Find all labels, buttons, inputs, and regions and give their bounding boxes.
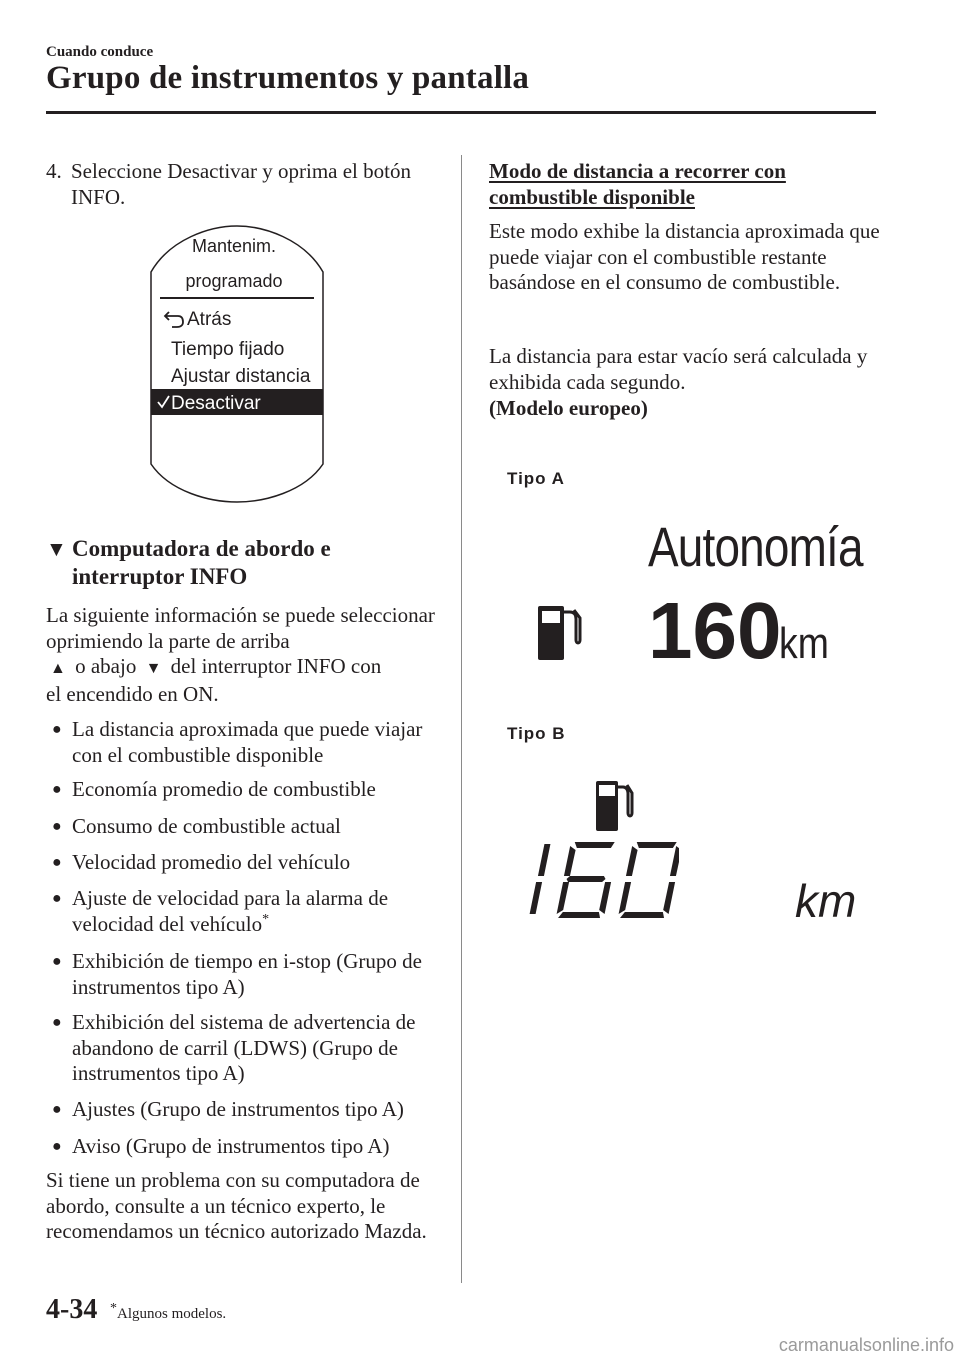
bullet-icon: ● [52,721,62,738]
type-b-unit: km [795,875,857,927]
bullet-icon: ● [52,1014,62,1031]
footnote-text: Algunos modelos. [117,1306,227,1322]
column-divider [461,155,462,1283]
intro-up-word: o abajo [75,654,137,678]
step-text: Seleccione Desactivar y oprima el botón INFO. [71,159,411,209]
type-b-segment-display [527,840,679,918]
right-paragraph-2: La distancia para estar vacío será calculada y exhibida cada segundo. [489,344,868,394]
back-arrow-icon [165,312,183,327]
footnote-asterisk: * [110,1301,117,1316]
screen-item-ajustar: Ajustar distancia [171,366,311,387]
list-item: ● Exhibición de tiempo en i-stop (Grupo de instrumentos tipo A) [52,949,422,999]
list-item: ● Ajustes (Grupo de instrumentos tipo A) [52,1097,404,1121]
page-number: 4-34 [46,1294,98,1325]
screen-title-line1: Mantenim. [191,236,277,256]
step-number: 4. [46,159,62,183]
list-item: ● La distancia aproximada que puede viajar con el combustible disponible [52,717,423,767]
footnote [110,1301,227,1323]
up-triangle-icon: ▲ [46,660,70,677]
bullet-icon: ● [52,890,62,907]
list-item: ● Economía promedio de combustible [52,777,376,801]
subheading [46,535,446,591]
screen-item-atras: Atrás [187,309,232,330]
bullet-icon: ● [52,781,62,798]
bullet-icon: ● [52,953,62,970]
watermark: carmanualsonline.info [778,1335,954,1355]
section-label: Cuando conduce [46,44,154,60]
bullet-icon: ● [52,1138,62,1155]
footnote-marker: * [262,911,270,927]
page-title: Grupo de instrumentos y pantalla [46,60,530,96]
bullet-icon: ● [52,818,62,835]
closing-paragraph: Si tiene un problema con su computadora de abordo, consulte a un técnico experto, le recomendamos un técnico autorizado Mazda. [46,1168,427,1243]
type-b-label: Tipo B [507,724,566,743]
list-item: ● Consumo de combustible actual [52,814,341,838]
triangle-down-icon: ▼ [46,537,67,561]
screen-item-tiempo: Tiempo fijado [171,339,285,360]
list-item: ● Aviso (Grupo de instrumentos tipo A) [52,1134,390,1158]
right-heading: Modo de distancia a recorrer con combustible disponible [489,159,786,209]
title-rule [46,111,876,114]
fuel-pump-icon [594,779,638,833]
intro-line1: La siguiente información se puede seleccionar oprimiendo la parte de arriba [46,603,435,653]
intro-line3: el encendido en ON. [46,681,219,706]
right-paragraph-1: Este modo exhibe la distancia aproximada que puede viajar con el combustible restante basándose en el consumo de combustible. [489,219,880,294]
list-item [52,886,444,937]
type-a-value: 160 [648,586,782,675]
intro-paragraph [46,603,446,707]
down-triangle-icon: ▼ [141,660,166,677]
type-a-label: Tipo A [507,469,565,488]
subheading-text: Computadora de abordo e interruptor INFO [72,536,331,589]
type-a-unit: km [779,619,829,668]
bullet-icon: ● [52,854,62,871]
maintenance-screen-illustration [150,224,324,504]
step-4 [46,159,446,210]
bullet-icon: ● [52,1101,62,1118]
type-a-display-title: Autonomía [648,515,863,578]
model-note: (Modelo europeo) [489,396,648,420]
intro-down-word: del interruptor INFO con [170,654,382,678]
list-item: ● Exhibición del sistema de advertencia de abandono de carril (LDWS) (Grupo de instrumentos tipo A) [52,1010,416,1085]
fuel-pump-icon [536,604,590,662]
bullet-text: Ajuste de velocidad para la alarma de velocidad del vehículo [72,886,389,936]
list-item: ● Velocidad promedio del vehículo [52,850,351,874]
screen-title-line2: programado [185,271,283,291]
type-b-value [0,0,1,1]
screen-item-desactivar: Desactivar [171,393,261,414]
